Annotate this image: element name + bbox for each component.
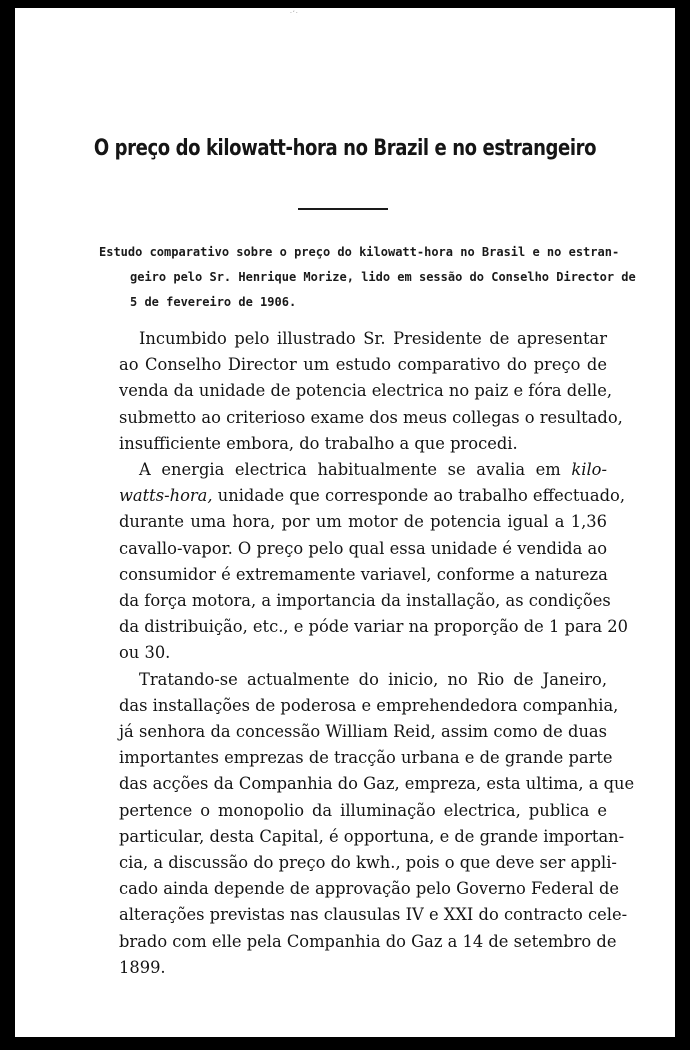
text-line: insufficiente embora, do trabalho a que procedi. <box>119 433 518 453</box>
paragraph-1 <box>119 326 623 457</box>
text-line: durante uma hora, por um motor de potencia igual a 1,36 <box>119 512 607 532</box>
text-line: importantes emprezas de tracção urbana e de grande parte <box>119 748 613 768</box>
text-fragment: unidade que corresponde ao trabalho effectuado, <box>217 486 626 506</box>
page-title: O preço do kilowatt-hora no Brazil e no estrangeiro <box>93 136 597 161</box>
text-line <box>119 457 607 483</box>
text-line: da força motora, a importancia da installação, as condições <box>119 591 611 611</box>
text-line: venda da unidade de potencia electrica no paiz e fóra delle, <box>119 381 613 401</box>
summary-line: Estudo comparativo sobre o preço do kilowatt-hora no Brasil e no estran- <box>99 245 620 259</box>
text-line: 1899. <box>119 957 166 977</box>
text-line: ao Conselho Director um estudo comparativo do preço de <box>119 355 607 375</box>
text-line: submetto ao criterioso exame dos meus collegas o resultado, <box>119 407 623 427</box>
italic-term: kilo- <box>571 460 607 480</box>
text-line: cia, a discussão do preço do kwh., pois o que deve ser appli- <box>119 853 617 873</box>
document-page <box>15 8 675 1037</box>
text-line: já senhora da concessão William Reid, assim como de duas <box>119 722 607 742</box>
scan-speck: ·ʼ· <box>290 10 299 17</box>
text-line: das installações de poderosa e emprehendedora companhia, <box>119 695 619 715</box>
body-text <box>119 326 635 981</box>
text-line: consumidor é extremamente variavel, conforme a natureza <box>119 564 608 584</box>
title-rule <box>298 208 388 210</box>
summary-line: geiro pelo Sr. Henrique Morize, lido em sessão do Conselho Director de <box>130 270 636 284</box>
text-line: ou 30. <box>119 643 171 663</box>
text-line: cado ainda depende de approvação pelo Governo Federal de <box>119 879 619 899</box>
italic-term: watts-hora, <box>119 486 213 506</box>
text-line: pertence o monopolio da illuminação electrica, publica e <box>119 800 607 820</box>
text-line: Tratando-se actualmente do inicio, no Rio de Janeiro, <box>139 669 607 689</box>
text-line: alterações previstas nas clausulas IV e XXI do contracto cele- <box>119 905 628 925</box>
text-line: cavallo-vapor. O preço pelo qual essa unidade é vendida ao <box>119 538 607 558</box>
paragraph-2 <box>119 457 629 667</box>
text-line: das acções da Companhia do Gaz, empreza, esta ultima, a que <box>119 774 635 794</box>
paragraph-3 <box>119 667 635 981</box>
text-line <box>119 483 626 509</box>
summary-line: 5 de fevereiro de 1906. <box>130 295 297 309</box>
text-line: Incumbido pelo illustrado Sr. Presidente de apresentar <box>139 329 607 348</box>
text-line: particular, desta Capital, é opportuna, e de grande importan- <box>119 826 625 846</box>
text-fragment: A energia electrica habitualmente se avalia em <box>139 460 561 480</box>
text-line: da distribuição, etc., e póde variar na proporção de 1 para 20 <box>119 617 629 637</box>
summary-block <box>99 240 636 315</box>
text-line: brado com elle pela Companhia do Gaz a 14 de setembro de <box>119 931 617 951</box>
